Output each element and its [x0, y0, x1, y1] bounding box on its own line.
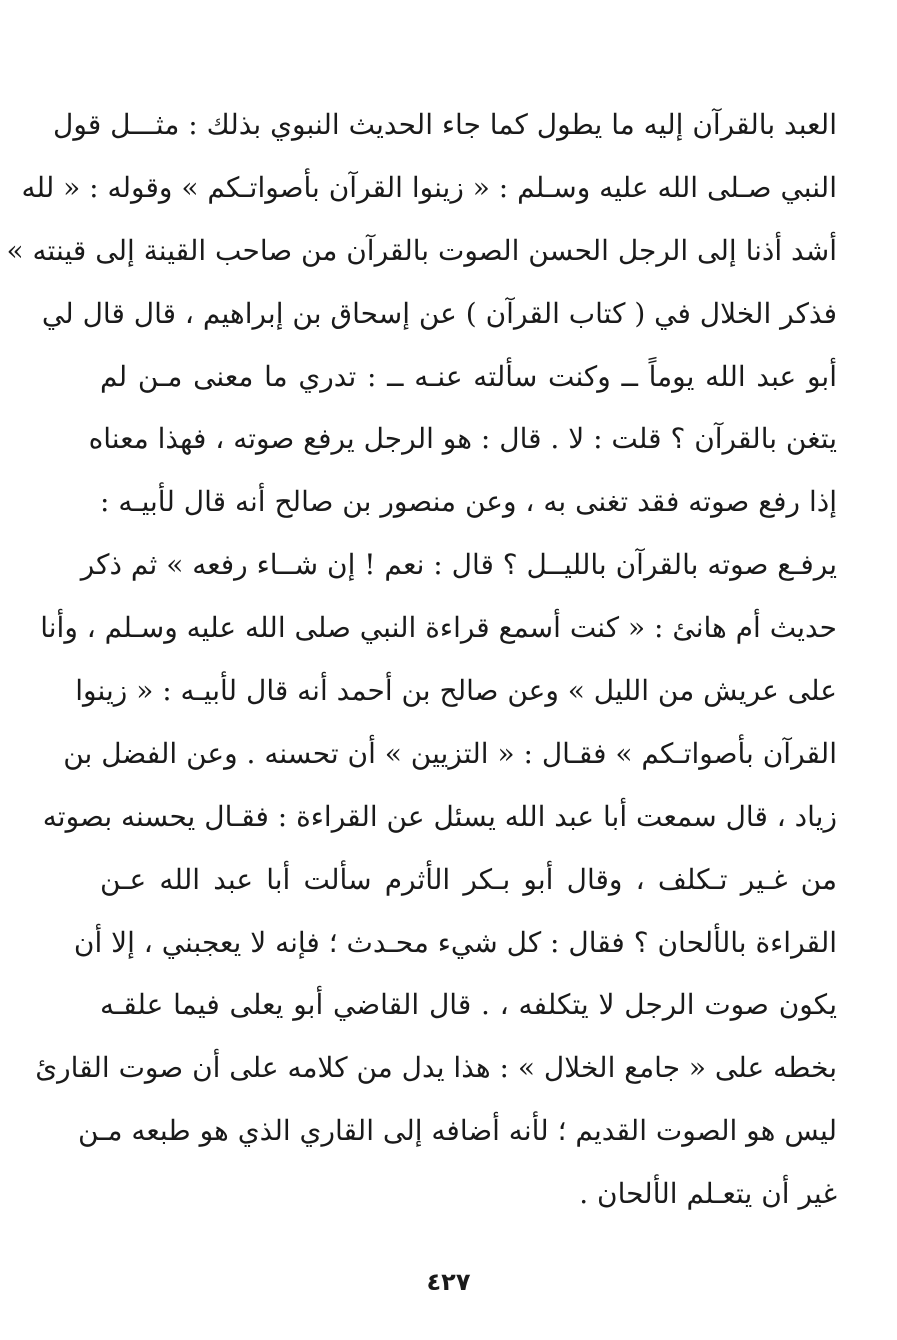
text-line-2: النبي صـلى الله عليه وسـلم : « زينوا القرآن بأصواتـكم » وقوله : « لله: [21, 170, 837, 204]
text-line-14: القراءة بالألحان ؟ فقال : كل شيء محـدث ؛ فإنه لا يعجبني ، إلا أن: [73, 925, 837, 959]
text-line-1: العبد بالقرآن إليه ما يطول كما جاء الحديث النبوي بذلك : مثـــل قول: [53, 108, 837, 141]
text-line-18: غير أن يتعـلم الألحان .: [579, 1177, 837, 1211]
text-line-11: القرآن بأصواتـكم » فقـال : « التزيين » أن تحسنه . وعن الفضل بن: [63, 736, 837, 770]
text-line-5: أبو عبد الله يوماً ــ وكنت سألته عنـه ــ : تدري ما معنى مـن لم: [100, 359, 837, 393]
text-line-9: حديث أم هانئ : « كنت أسمع قراءة النبي صلى الله عليه وسـلم ، وأنا: [40, 611, 837, 645]
text-line-17: ليس هو الصوت القديم ؛ لأنه أضافه إلى القاري الذي هو طبعه مـن: [78, 1114, 837, 1148]
text-line-12: زياد ، قال سمعت أبا عبد الله يسئل عن القراءة : فقـال يحسنه بصوته: [42, 799, 837, 833]
text-line-8: يرفـع صوته بالقرآن بالليــل ؟ قال : نعم ! إن شــاء رفعه » ثم ذكر: [80, 548, 837, 582]
text-line-7: إذا رفع صوته فقد تغنى به ، وعن منصور بن صالح أنه قال لأبيـه :: [100, 485, 837, 519]
text-line-3: أشد أذنا إلى الرجل الحسن الصوت بالقرآن من صاحب القينة إلى قينته »: [6, 233, 837, 267]
text-line-6: يتغن بالقرآن ؟ قلت : لا . قال : هو الرجل يرفع صوته ، فهذا معناه: [88, 422, 837, 456]
text-line-13: من غـير تـكلف ، وقال أبو بـكر الأثرم سألت أبا عبد الله عـن: [100, 862, 837, 896]
text-line-10: على عريش من الليل » وعن صالح بن أحمد أنه قال لأبيـه : « زينوا: [75, 674, 837, 708]
text-line-4: فذكر الخلال في ( كتاب القرآن ) عن إسحاق بن إبراهيم ، قال قال لي: [41, 296, 837, 330]
text-line-16: بخطه على « جامع الخلال » : هذا يدل من كلامه على أن صوت القارئ: [35, 1051, 837, 1085]
text-line-15: يكون صوت الرجل لا يتكلفه ، . قال القاضي أبو يعلى فيما علقـه: [100, 988, 837, 1022]
page-number: ٤٢٧: [426, 1268, 471, 1296]
body-text: [6, 94, 837, 1226]
